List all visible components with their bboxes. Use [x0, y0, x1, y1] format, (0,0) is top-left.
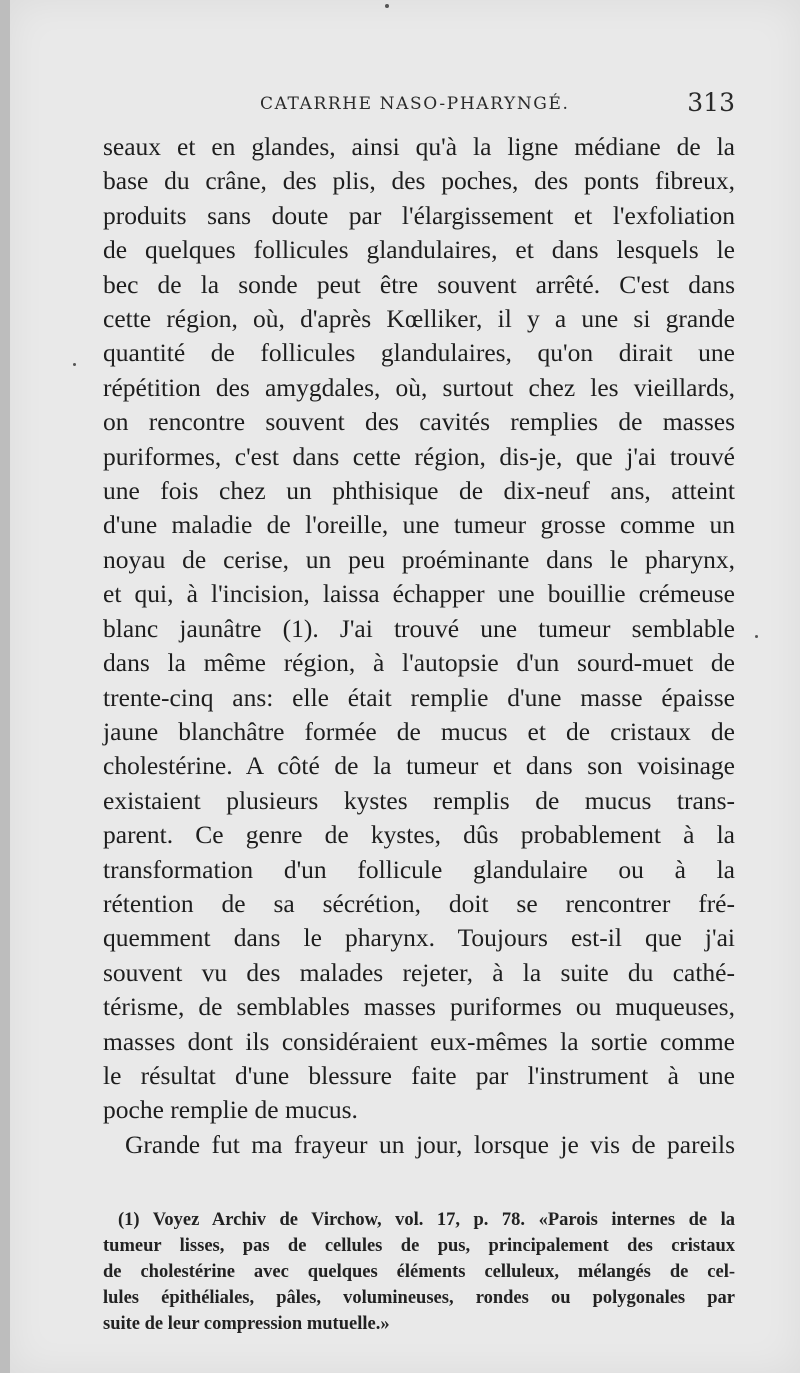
text-line: on rencontre souvent des cavités remplies de masses — [103, 407, 735, 437]
text-line: cholestérine. A côté de la tumeur et dans son voisinage — [103, 751, 735, 781]
footnote — [103, 1207, 735, 1337]
text-line: et qui, à l'incision, laissa échapper une bouillie crémeuse — [103, 579, 735, 609]
text-line: transformation d'un follicule glandulaire ou à la — [103, 854, 735, 884]
text-line: base du crâne, des plis, des poches, des ponts fibreux, — [103, 166, 735, 196]
text-line: noyau de cerise, un peu proéminante dans le pharynx, — [103, 544, 735, 574]
page-header — [260, 88, 735, 128]
text-line: puriformes, c'est dans cette région, dis-je, que j'ai trouvé — [103, 441, 735, 471]
footnote-line: tumeur lisses, pas de cellules de pus, principalement des cristaux — [103, 1236, 735, 1256]
text-line: blanc jaunâtre (1). J'ai trouvé une tumeur semblable — [103, 613, 735, 643]
print-speck — [73, 363, 76, 366]
text-line: le résultat d'une blessure faite par l'instrument à une — [103, 1060, 735, 1090]
text-line: rétention de sa sécrétion, doit se rencontrer fré- — [103, 888, 735, 918]
footnote-line: lules épithéliales, pâles, volumineuses, rondes ou polygonales par — [103, 1288, 735, 1308]
text-line: répétition des amygdales, où, surtout chez les vieillards, — [103, 372, 735, 402]
text-line: d'une maladie de l'oreille, une tumeur grosse comme un — [103, 510, 735, 540]
footnote-line: (1) Voyez Archiv de Virchow, vol. 17, p. 78. «Parois internes de la — [118, 1210, 735, 1230]
print-speck — [385, 4, 389, 8]
text-line: existaient plusieurs kystes remplis de mucus trans- — [103, 785, 735, 815]
text-line: cette région, où, d'après Kœlliker, il y a une si grande — [103, 304, 735, 334]
text-line: parent. Ce genre de kystes, dûs probablement à la — [103, 820, 735, 850]
footnote-line: suite de leur compression mutuelle.» — [103, 1314, 390, 1334]
text-line: quantité de follicules glandulaires, qu'on dirait une — [103, 338, 735, 368]
text-line: quemment dans le pharynx. Toujours est-il que j'ai — [103, 923, 735, 953]
text-line: jaune blanchâtre formée de mucus et de cristaux de — [103, 716, 735, 746]
text-line: trente-cinq ans: elle était remplie d'une masse épaisse — [103, 682, 735, 712]
text-line: Grande fut ma frayeur un jour, lorsque je vis de pareils — [125, 1129, 735, 1159]
text-line: produits sans doute par l'élargissement et l'exfoliation — [103, 200, 735, 230]
text-line: seaux et en glandes, ainsi qu'à la ligne médiane de la — [103, 132, 735, 161]
text-line: souvent vu des malades rejeter, à la suite du cathé- — [103, 957, 735, 987]
page-number: 313 — [687, 88, 735, 117]
text-line: de quelques follicules glandulaires, et dans lesquels le — [103, 235, 735, 265]
text-line: dans la même région, à l'autopsie d'un sourd-muet de — [103, 648, 735, 678]
running-title: CATARRHE NASO-PHARYNGÉ. — [260, 94, 570, 114]
text-line: une fois chez un phthisique de dix-neuf ans, atteint — [103, 476, 735, 506]
text-line: masses dont ils considéraient eux-mêmes la sortie comme — [103, 1026, 735, 1056]
footnote-line: de cholestérine avec quelques éléments celluleux, mélangés de cel- — [103, 1262, 735, 1282]
text-line: poche remplie de mucus. — [103, 1095, 358, 1125]
text-line: térisme, de semblables masses puriformes ou muqueuses, — [103, 992, 735, 1022]
text-line: bec de la sonde peut être souvent arrêté. C'est dans — [103, 269, 735, 299]
body-text — [103, 130, 735, 1162]
page-gutter — [0, 0, 10, 1373]
print-speck — [755, 635, 758, 638]
